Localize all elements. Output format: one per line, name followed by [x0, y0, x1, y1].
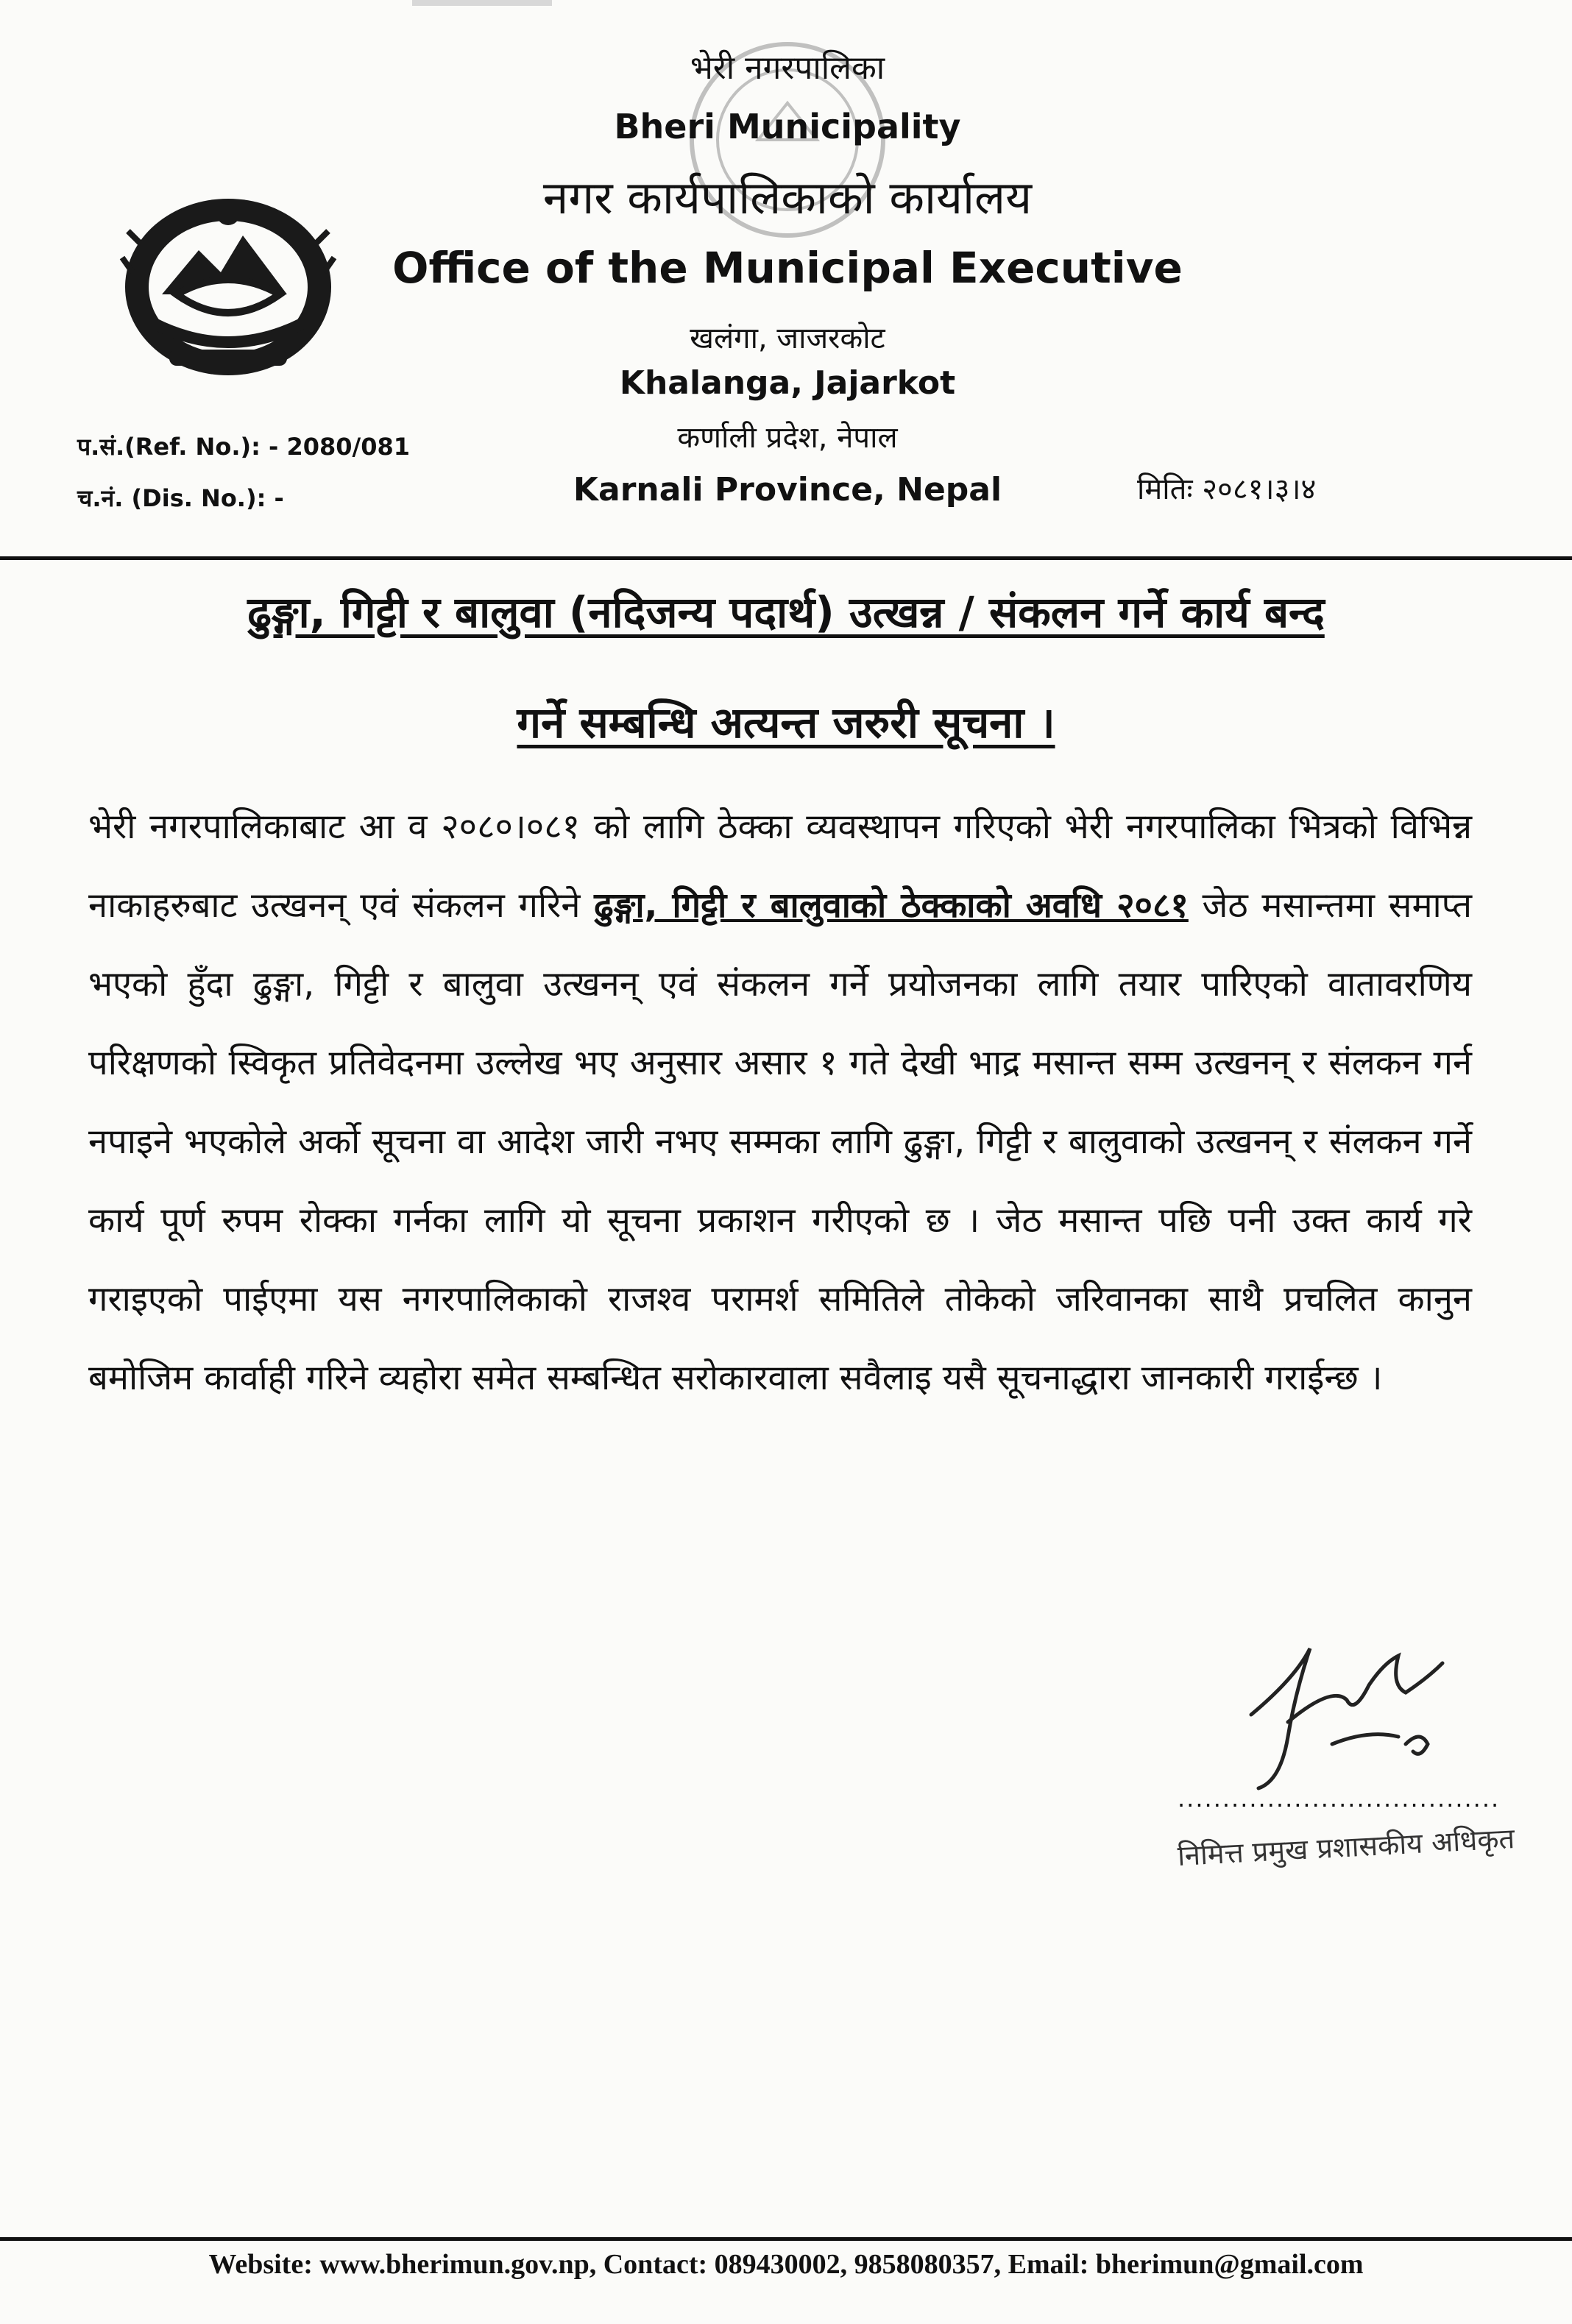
municipality-name-en: Bheri Municipality — [614, 107, 961, 146]
signatory-title: निमित्त प्रमुख प्रशासकीय अधिकृत — [1176, 1822, 1516, 1872]
nepal-emblem-icon — [118, 184, 339, 383]
footer-divider — [0, 2237, 1572, 2241]
address-np: खलंगा, जाजरकोट — [690, 322, 885, 355]
footer-contact: Website: www.bherimun.gov.np, Contact: 089430002, 9858080357, Email: bherimun@gmail.com — [208, 2249, 1364, 2280]
handwritten-signature-icon — [1207, 1634, 1472, 1796]
province-en: Karnali Province, Nepal — [573, 471, 1002, 509]
body-text-part-1: भेरी नगरपालिकाबाट आ व २०८०।०८१ को लागि ठेक्का व्यवस्थापन गरिएको भेरी नगरपालिका भित्रको विभिन्न नाकाहरुबाट उत्खनन् एवं संकलन गरिने — [88, 807, 1472, 926]
office-name-np: नगर कार्यपालिकाको कार्यालय — [542, 171, 1033, 224]
body-text-part-2: जेठ मसान्तमा समाप्त भएको हुँदा ढुङ्गा, गिट्टी र बालुवा उत्खनन् एवं संकलन गर्ने प्रयोजनका लागि तयार पारिएको वातावरणिय परिक्षणको स्विकृत प्रतिवेदनमा उल्लेख भए अनुसार असार १ गते देखी भाद्र मसान्त सम्म उत्खनन् र संलकन गर्न नपाइने भएकोले अर्को सूचना वा आदेश जारी नभए सम्मका लागि ढुङ्गा, गिट्टी र बालुवाको उत्खनन् र संलकन गर्ने कार्य पूर्ण रुपम रोक्का गर्नका लागि यो सूचना प्रकाशन गरीएको छ । जेठ मसान्त पछि पनी उक्त कार्य गरे गराइएको पाईएमा यस नगरपालिकाको राजश्व परामर्श समितिले तोकेको जरिवानका साथै प्रचलित कानुन बमोजिम कार्वाही गरिने व्यहोरा समेत सम्बन्धित सरोकारवाला सवैलाइ यसै सूचनाद्धारा जानकारी गराईन्छ । — [88, 885, 1472, 1398]
subject-line-1: ढुङ्गा, गिट्टी र बालुवा (नदिजन्य पदार्थ) उत्खन्न / संकलन गर्ने कार्य बन्द — [247, 587, 1325, 637]
header-divider — [0, 556, 1572, 560]
subject-line-2: गर्ने सम्बन्धि अत्यन्त जरुरी सूचना । — [517, 698, 1055, 748]
scan-edge-mark — [412, 0, 552, 6]
office-name-en: Office of the Municipal Executive — [392, 243, 1183, 293]
dispatch-number: च.नं. (Dis. No.): - — [77, 484, 284, 512]
signature-line: .................................... — [1178, 1785, 1501, 1813]
notice-body — [88, 787, 1472, 1417]
province-np: कर्णाली प्रदेश, नेपाल — [677, 421, 898, 455]
notice-date: मितिः २०८१।३।४ — [1137, 472, 1317, 506]
reference-number: प.सं.(Ref. No.): - 2080/081 — [77, 433, 411, 461]
municipality-name-np: भेरी नगरपालिका — [690, 49, 885, 87]
body-highlight: ढुङ्गा, गिट्टी र बालुवाको ठेक्काको अवधि २०८१ — [594, 885, 1189, 926]
address-en: Khalanga, Jajarkot — [619, 364, 956, 402]
